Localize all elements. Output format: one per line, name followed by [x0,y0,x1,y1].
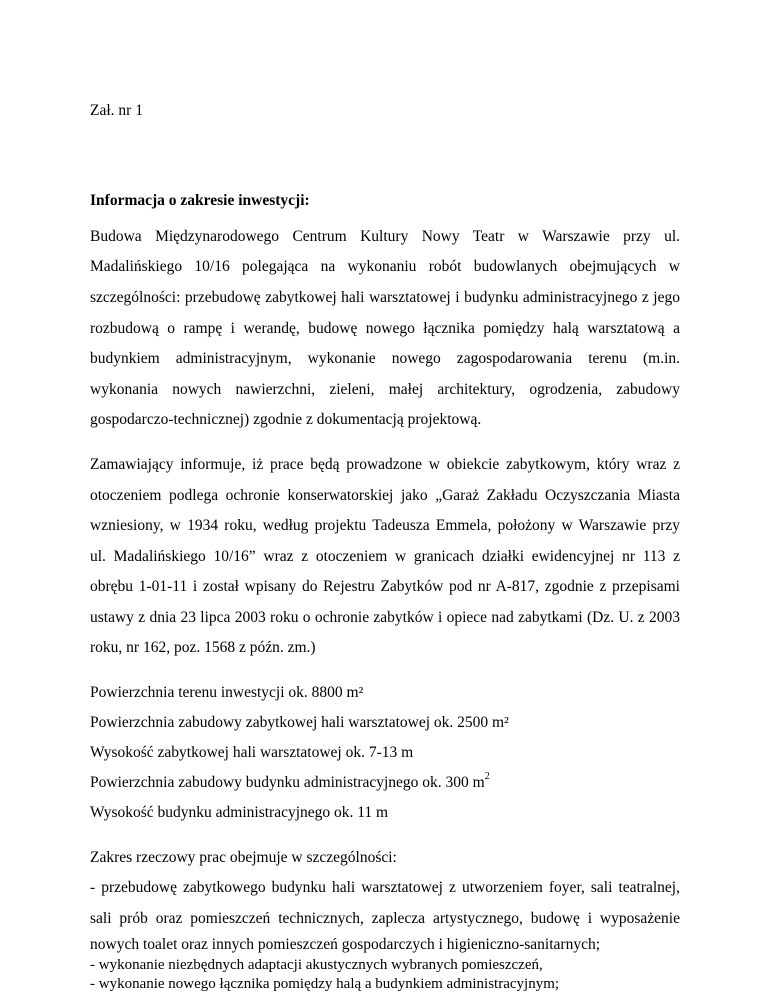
paragraph-line: gospodarczo-technicznej) zgodnie z dokumentacją projektową. [90,411,482,428]
paragraph-line: ustawy z dnia 23 lipca 2003 roku o ochronie zabytków i opiece nad zabytkami (Dz. U. z 2003 [90,609,680,626]
paragraph-line: budynkiem administracyjnym, wykonanie nowego zagospodarowania terenu (m.in. [90,350,680,367]
paragraph-line: otoczeniem podlega ochronie konserwatorskiej jako „Garaż Zakładu Oczyszczania Miasta [90,487,680,504]
section-title: Informacja o zakresie inwestycji: [90,192,310,209]
paragraph-line: ul. Madalińskiego 10/16” wraz z otoczeniem w granicach działki ewidencyjnej nr 113 z [90,548,680,565]
paragraph-line: obrębu 1-01-11 i został wpisany do Rejestru Zabytków pod nr A-817, zgodnie z przepisami [90,578,680,595]
scope-line: - wykonanie niezbędnych adaptacji akustycznych wybranych pomieszczeń, [90,957,543,973]
metric-text: Powierzchnia zabudowy budynku administracyjnego ok. 300 m [90,774,485,791]
metric-superscript: 2 [484,771,490,782]
metric-item [90,771,490,792]
metric-item: Powierzchnia zabudowy zabytkowej hali warsztatowej ok. 2500 m² [90,714,509,731]
metric-item: Wysokość budynku administracyjnego ok. 11 m [90,804,389,821]
scope-line: sali prób oraz pomieszczeń technicznych, zaplecza artystycznego, budowę i wyposażenie [90,910,680,927]
attachment-label: Zał. nr 1 [90,102,143,119]
paragraph-line: rozbudową o rampę i werandę, budowę nowego łącznika pomiędzy halą warsztatową a [90,320,680,337]
paragraph-line: Zamawiający informuje, iż prace będą prowadzone w obiekcie zabytkowym, który wraz z [90,456,680,473]
scope-title: Zakres rzeczowy prac obejmuje w szczególności: [90,849,397,866]
metric-item: Powierzchnia terenu inwestycji ok. 8800 m² [90,684,364,701]
scope-line: - przebudowę zabytkowego budynku hali warsztatowej z utworzeniem foyer, sali teatralnej, [90,879,680,896]
scope-line: nowych toalet oraz innych pomieszczeń gospodarczych i higieniczno-sanitarnych; [90,936,601,953]
paragraph-line: szczególności: przebudowę zabytkowej hali warsztatowej i budynku administracyjnego z jego [90,289,680,306]
metric-item: Wysokość zabytkowej hali warsztatowej ok. 7-13 m [90,744,414,761]
paragraph-line: Budowa Międzynarodowego Centrum Kultury Nowy Teatr w Warszawie przy ul. [90,228,680,245]
paragraph-line: Madalińskiego 10/16 polegająca na wykonaniu robót budowlanych obejmujących w [90,258,680,275]
paragraph-line: wzniesiony, w 1934 roku, według projektu Tadeusza Emmela, położony w Warszawie przy [90,517,680,534]
paragraph-line: roku, nr 162, poz. 1568 z późn. zm.) [90,639,316,656]
paragraph-line: wykonania nowych nawierzchni, zieleni, małej architektury, ogrodzenia, zabudowy [90,381,680,398]
scope-line: - wykonanie nowego łącznika pomiędzy halą a budynkiem administracyjnym; [90,976,560,992]
